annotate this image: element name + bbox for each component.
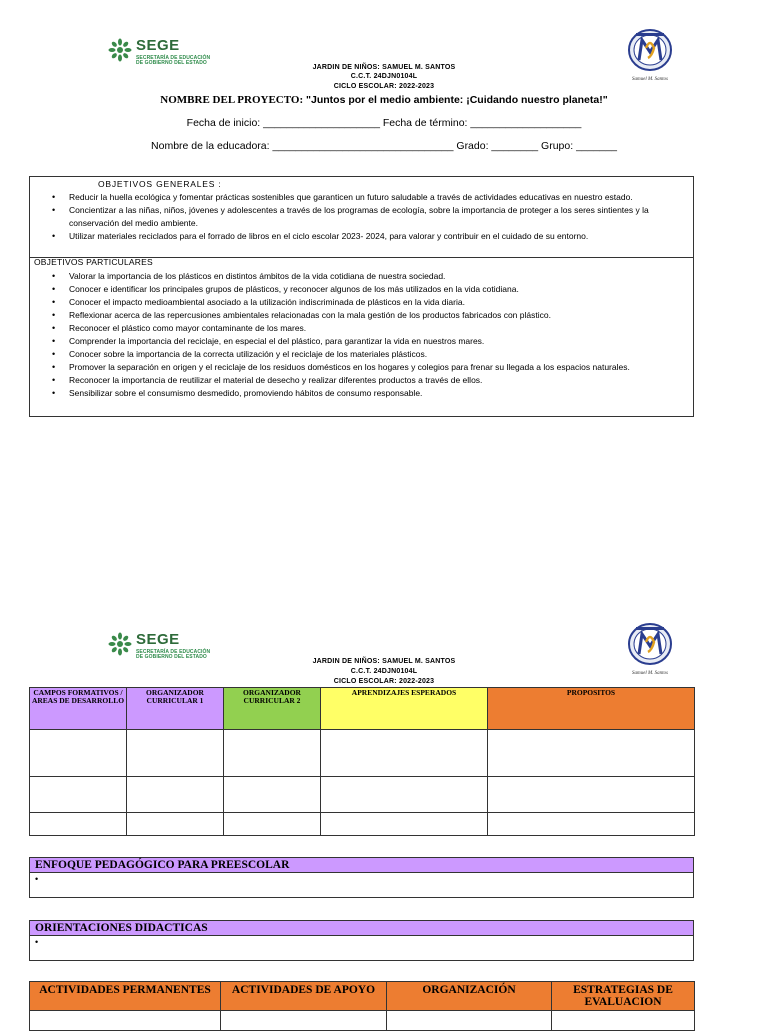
project-title — [0, 94, 768, 106]
list-item: • Conocer el impacto medioambiental asociado a la utilización indiscriminada de plásticos en la vida diaria. — [30, 296, 693, 309]
table-cell[interactable] — [127, 730, 224, 777]
objectives-box — [29, 176, 694, 417]
table-cell[interactable] — [221, 1011, 387, 1031]
table-cell[interactable] — [224, 730, 321, 777]
table-row — [30, 730, 695, 777]
list-item: • Reconocer la importancia de reutilizar el material de desecho y realizar diferentes productos a través de ellos. — [30, 374, 693, 387]
table-cell[interactable] — [387, 1011, 552, 1031]
table-cell[interactable] — [321, 777, 488, 813]
list-item: • Comprender la importancia del reciclaje, en especial el del plástico, para garantizar la vida en nuestros mares. — [30, 335, 693, 348]
list-item: • Reflexionar acerca de las repercusiones ambientales relacionadas con la mala gestión de los productos fabricados con plástico. — [30, 309, 693, 322]
sege-flower-icon — [108, 38, 132, 62]
school-cycle: CICLO ESCOLAR: 2022-2023 — [333, 83, 435, 90]
header-organizador-2: ORGANIZADOR CURRICULAR 2 — [224, 688, 321, 730]
table-cell[interactable] — [321, 730, 488, 777]
list-item: • Reconocer el plástico como mayor contaminante de los mares. — [30, 322, 693, 335]
educator-line: Nombre de la educadora: _______________________________ Grado: ________ Grupo: _______ — [151, 140, 617, 152]
header-aprendizajes: APRENDIZAJES ESPERADOS — [321, 688, 488, 730]
table-cell[interactable] — [552, 1011, 695, 1031]
school-cycle-2: CICLO ESCOLAR: 2022-2023 — [333, 678, 435, 685]
school-cct-2: C.C.T. 24DJN0104L — [350, 668, 418, 675]
school-name-2: JARDIN DE NIÑOS: SAMUEL M. SANTOS — [312, 658, 456, 665]
table-cell[interactable] — [488, 777, 695, 813]
list-item: • Valorar la importancia de los plásticos en distintos ámbitos de la vida cotidiana de nuestra sociedad. — [30, 270, 693, 283]
school-cct: C.C.T. 24DJN0104L — [350, 73, 418, 80]
table-cell[interactable] — [488, 813, 695, 836]
list-item: • Concientizar a las niñas, niños, jóvenes y adolescentes a través de los programas de ecología, sobre la importancia de proteger a los seres sintientes y la conservación del medio ambiente. — [30, 204, 693, 230]
table-cell[interactable] — [127, 777, 224, 813]
particular-objectives-title: OBJETIVOS PARTICULARES — [34, 257, 153, 267]
list-item: • Conocer e identificar los principales grupos de plásticos, y reconocer algunos de los más utilizados en la vida cotidiana. — [30, 283, 693, 296]
project-label: NOMBRE DEL PROYECTO: — [160, 94, 304, 106]
table-row — [30, 813, 695, 836]
enfoque-body[interactable]: • — [35, 874, 39, 884]
enfoque-title: ENFOQUE PEDAGÓGICO PARA PREESCOLAR — [30, 858, 693, 873]
sege-wordmark: SEGE — [136, 37, 180, 54]
list-item: • Utilizar materiales reciclados para el forrado de libros en el ciclo escolar 2023- 2024, para valorar y contribuir en el cuidado de su entorno. — [30, 230, 693, 243]
sege-logo — [108, 38, 210, 66]
school-name: JARDIN DE NIÑOS: SAMUEL M. SANTOS — [312, 64, 456, 71]
table-cell[interactable] — [488, 730, 695, 777]
general-objectives-title: OBJETIVOS GENERALES : — [98, 179, 222, 189]
sege-subtitle-1: SECRETARÍA DE EDUCACIÓN — [136, 649, 211, 655]
table-cell[interactable] — [127, 813, 224, 836]
orientaciones-section — [29, 920, 694, 961]
header-actividades-permanentes: ACTIVIDADES PERMANENTES — [30, 982, 221, 1011]
table-row — [30, 777, 695, 813]
particular-objectives-list — [30, 270, 693, 400]
project-name: "Juntos por el medio ambiente: ¡Cuidando nuestro planeta!" — [306, 94, 608, 106]
enfoque-section — [29, 857, 694, 898]
header-organizacion: ORGANIZACIÓN — [387, 982, 552, 1011]
header-campos-formativos: CAMPOS FORMATIVOS / AREAS DE DESARROLLO — [30, 688, 127, 730]
sege-flower-icon — [108, 632, 132, 656]
orientaciones-body[interactable]: • — [35, 937, 39, 947]
table-cell[interactable] — [224, 813, 321, 836]
dates-line: Fecha de inicio: ____________________ Fecha de término: ___________________ — [186, 117, 582, 129]
sege-subtitle-1: SECRETARÍA DE EDUCACIÓN — [136, 55, 211, 61]
table-cell[interactable] — [30, 1011, 221, 1031]
table-cell[interactable] — [224, 777, 321, 813]
header-estrategias-evaluacion: ESTRATEGIAS DE EVALUACION — [552, 982, 695, 1011]
general-objectives-list — [30, 191, 693, 243]
list-item: • Reducir la huella ecológica y fomentar prácticas sostenibles que garanticen un futuro saludable a través de actividades educativas en nuestro estado. — [30, 191, 693, 204]
header-organizador-1: ORGANIZADOR CURRICULAR 1 — [127, 688, 224, 730]
seal-caption: Samuel M. Santos — [632, 77, 668, 82]
table-cell[interactable] — [30, 730, 127, 777]
curriculum-table — [29, 687, 695, 836]
list-item: • Promover la separación en origen y el reciclaje de los residuos domésticos en los hogares y colegios para frenar su llegada a los espacios naturales. — [30, 361, 693, 374]
list-item: • Conocer sobre la importancia de la correcta utilización y el reciclaje de los materiales plásticos. — [30, 348, 693, 361]
header-actividades-apoyo: ACTIVIDADES DE APOYO — [221, 982, 387, 1011]
sege-logo-2 — [108, 632, 210, 660]
table-cell[interactable] — [30, 777, 127, 813]
table-cell[interactable] — [30, 813, 127, 836]
sege-subtitle-2: DE GOBIERNO DEL ESTADO — [136, 654, 207, 660]
orientaciones-title: ORIENTACIONES DIDACTICAS — [30, 921, 693, 936]
list-item: • Sensibilizar sobre el consumismo desmedido, promoviendo hábitos de consumo responsable. — [30, 387, 693, 400]
table-row — [30, 1011, 695, 1031]
sege-subtitle-2: DE GOBIERNO DEL ESTADO — [136, 60, 207, 66]
table-cell[interactable] — [321, 813, 488, 836]
header-propositos: PROPOSITOS — [488, 688, 695, 730]
seal-caption: Samuel M. Santos — [632, 671, 668, 676]
sege-wordmark: SEGE — [136, 631, 180, 648]
